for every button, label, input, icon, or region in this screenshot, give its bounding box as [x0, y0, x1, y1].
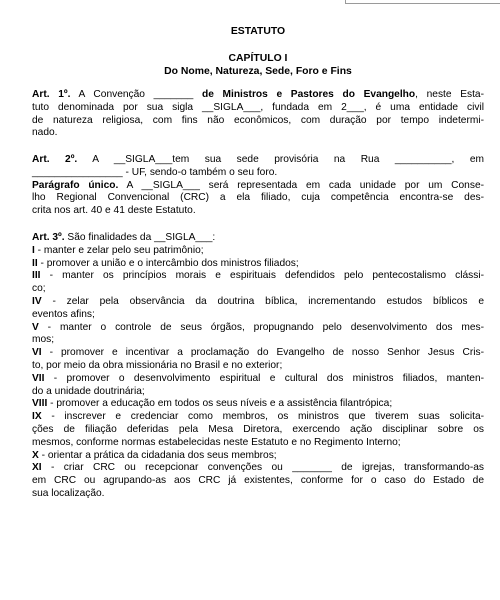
item-text: to, por meio da obra missionária no Brasil e no exterior;: [32, 359, 283, 371]
item-text: - promover a educação em todos os seus níveis e a assistência filantrópica;: [47, 398, 393, 410]
item-numeral: III: [32, 270, 41, 282]
item-numeral: VIII: [32, 398, 48, 410]
item-text: mos;: [32, 334, 55, 346]
item-numeral: I: [32, 244, 35, 256]
finalidade-item-line: [32, 283, 484, 296]
article-2-text: A __SIGLA___tem sua sede provisória na Rua __________, em: [77, 154, 485, 165]
item-numeral: XI: [32, 462, 42, 474]
finalidade-item-line: [32, 347, 484, 360]
item-text: sua localização.: [32, 487, 105, 499]
item-text: - manter o controle de seus órgãos, propugnando pelo desenvolvimento dos mes-: [38, 321, 484, 333]
article-1-line: tuto denominada por sua sigla __SIGLA___, fundada em 2___, é uma entidade civil: [32, 101, 484, 113]
item-text: co;: [32, 283, 46, 295]
article-3: [32, 232, 484, 501]
finalidade-item-line: [32, 373, 484, 386]
finalidade-item-line: [32, 322, 484, 335]
paragraph-unico-label: Parágrafo único.: [32, 179, 119, 191]
finalidade-item-line: [32, 258, 484, 271]
item-numeral: X: [32, 449, 39, 461]
article-1-text: , neste Esta-: [415, 89, 484, 100]
article-2-label: Art. 2º.: [32, 154, 78, 165]
item-numeral: IV: [32, 295, 42, 307]
finalidade-item-line: [32, 398, 484, 411]
article-3-items: [32, 245, 484, 501]
article-2: [32, 154, 484, 218]
paragraph-unico-text: A __SIGLA___ será representada em cada unidade por um Conse-: [118, 179, 485, 191]
item-text: - promover e incentivar a proclamação do Evangelho de nosso Senhor Jesus Cris-: [41, 347, 484, 359]
finalidade-item-line: [32, 270, 484, 283]
article-3-text: São finalidades da __SIGLA___:: [64, 232, 216, 243]
finalidade-item-line: [32, 437, 484, 450]
item-text: - orientar a prática da cidadania dos seus membros;: [38, 449, 277, 461]
item-numeral: V: [32, 321, 39, 333]
finalidade-item-line: [32, 411, 484, 424]
item-text: - promover a união e o intercâmbio dos ministros filiados;: [37, 257, 299, 269]
article-1-label: Art. 1º.: [32, 89, 71, 100]
finalidade-item-line: [32, 475, 484, 488]
article-1-text: A Convenção _______: [70, 89, 202, 100]
convention-name: de Ministros e Pastores do Evangelho: [201, 89, 416, 100]
item-numeral: II: [32, 257, 38, 269]
top-right-frame: [345, 0, 500, 4]
item-text: mesmos, conforme normas estabelecidas neste Estatuto e no Regimento Interno;: [32, 436, 401, 448]
finalidade-item-line: [32, 360, 484, 373]
document-title: ESTATUTO: [230, 26, 286, 37]
item-text: - criar CRC ou recepcionar convenções ou _______ de igrejas, transformando-as: [41, 462, 484, 474]
item-text: - inscrever e credenciar como membros, os ministros que tiverem suas solicita-: [41, 411, 484, 423]
finalidade-item-line: [32, 386, 484, 399]
paragraph-unico-line: [32, 180, 484, 193]
article-1-line: [32, 89, 484, 102]
paragraph-unico-line: lho Regional Convencional (CRC) a ela filiado, cuja competência encontra-se des-: [32, 192, 484, 204]
item-numeral: IX: [32, 411, 42, 423]
item-text: - manter e zelar pelo seu patrimônio;: [34, 244, 204, 256]
item-text: do a unidade doutrinária;: [32, 385, 145, 397]
finalidade-item-line: [32, 424, 484, 437]
finalidade-item-line: [32, 309, 484, 322]
item-text: - manter os princípios morais e espirituais defendidos pelo pentecostalismo clássi-: [40, 270, 484, 282]
chapter-heading: Do Nome, Natureza, Sede, Foro e Fins: [164, 66, 352, 77]
finalidade-item-line: [32, 296, 484, 309]
article-3-intro: [32, 232, 484, 245]
chapter-number: CAPÍTULO I: [228, 53, 288, 64]
item-text: - promover o desenvolvimento espiritual e cultural dos ministros filiados, manten-: [44, 372, 484, 384]
finalidade-item-line: [32, 334, 484, 347]
article-1: [32, 89, 484, 140]
finalidade-item-line: [32, 245, 484, 258]
finalidade-item-line: [32, 462, 484, 475]
article-1-line: de natureza religiosa, com fins não econômicos, com duração por tempo indetermi-: [32, 114, 484, 126]
item-text: eventos afins;: [32, 308, 95, 320]
item-text: - zelar pela observância da doutrina bíblica, incrementando estudos bíblicos e: [41, 295, 484, 307]
article-2-line: [32, 154, 484, 167]
item-numeral: VI: [32, 347, 42, 359]
finalidade-item-line: [32, 450, 484, 463]
paragraph-unico-line: crita nos art. 40 e 41 deste Estatuto.: [32, 205, 196, 217]
finalidade-item-line: [32, 488, 484, 501]
article-3-label: Art. 3º.: [32, 232, 65, 243]
article-2-line: ________________ - UF, sendo-o também o seu foro.: [32, 166, 278, 178]
article-1-line: nado.: [32, 127, 58, 139]
item-numeral: VII: [32, 372, 45, 384]
item-text: em CRC ou agrupando-as aos CRC já existentes, conforme for o caso do Estado de: [32, 475, 484, 487]
item-text: ções de filiação deferidas pela Mesa Diretora, exercendo ação disciplinar sobre os: [32, 423, 484, 435]
